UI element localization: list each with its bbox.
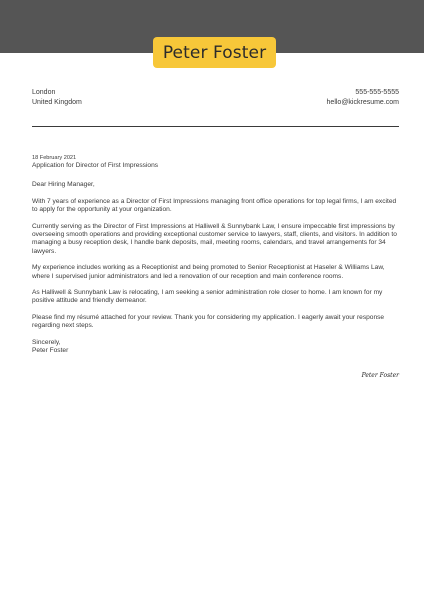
letter-paragraph-5: Please find my résumé attached for your review. Thank you for considering my application. I eagerly await your response regarding next steps.: [32, 313, 385, 330]
letter-subject: Application for Director of First Impressions: [32, 162, 159, 169]
phone-number: 555-555-5555: [355, 89, 399, 96]
letter-paragraph-4: As Halliwell & Sunnybank Law is relocating, I am seeking a senior administration role closer to home. I am known for my positive attitude and friendly demeanor.: [32, 289, 383, 305]
address-country: United Kingdom: [32, 99, 82, 106]
email-address: hello@kickresume.com: [326, 99, 399, 106]
letter-sender: Peter Foster: [32, 347, 69, 355]
signature: Peter Foster: [361, 372, 399, 379]
letter-body: [32, 154, 400, 356]
contact-block: [327, 88, 399, 108]
letter-paragraph-3: My experience includes working as a Receptionist and being promoted to Senior Receptionist at Haseler & Williams Law, where I supervised junior administrators and led a renovation of our reception and main conference rooms.: [32, 264, 385, 280]
letter-paragraph-1: With 7 years of experience as a Director of First Impressions managing front office operations for top legal firms, I am excited to apply for the opportunity at your organization.: [32, 197, 397, 214]
letter-date: 18 February 2021: [32, 155, 77, 161]
letter-closing: Sincerely,: [32, 338, 61, 346]
divider-line: [32, 126, 399, 127]
address-city: London: [32, 89, 56, 96]
letter-paragraph-2: Currently serving as the Director of First Impressions at Halliwell & Sunnybank Law, I ensure impeccable first impressions by overseeing smooth operations and providing exceptional customer service to lawyers, staff, clients, and visitors. In addition to managing a busy reception desk, I handle bank deposits, mail, meeting rooms, calendars, and travel arrangements for 34 lawyers.: [32, 222, 397, 255]
name-badge: Peter Foster: [153, 37, 276, 68]
letter-greeting: Dear Hiring Manager,: [32, 181, 95, 189]
address-block: [32, 88, 82, 108]
